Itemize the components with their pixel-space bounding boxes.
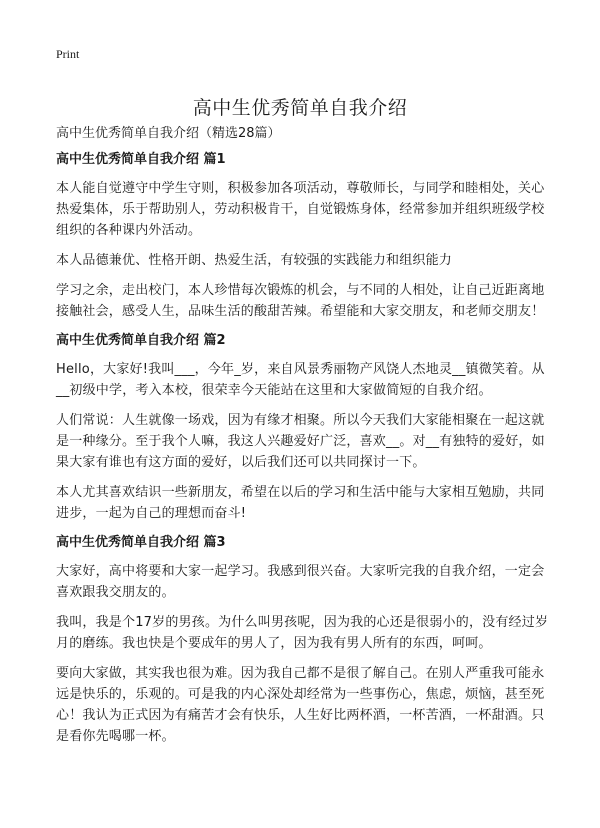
section-heading: 高中生优秀简单自我介绍 篇2 [56, 333, 226, 348]
paragraph: Hello，大家好!我叫___，今年_岁，来自风景秀丽物产风饶人杰地灵__镇微笑着。从__初级中学，考入本校，很荣幸今天能站在这里和大家做简短的自我介绍。 [56, 362, 545, 398]
paragraph: 大家好，高中将要和大家一起学习。我感到很兴奋。大家听完我的自我介绍，一定会喜欢跟我交朋友的。 [56, 564, 545, 600]
paragraph: 我叫，我是个17岁的男孩。为什么叫男孩呢，因为我的心还是很弱小的，没有经过岁月的磨练。我也快是个要成年的男人了，因为我有男人所有的东西，呵呵。 [56, 615, 549, 651]
paragraph: 人们常说：人生就像一场戏，因为有缘才相聚。所以今天我们大家能相聚在一起这就是一种缘分。至于我个人嘛，我这人兴趣爱好广泛，喜欢__。对__有独特的爱好，如果大家有谁也有这方面的爱好，以后我们还可以共同探讨一下。 [56, 413, 545, 470]
section-2 [56, 331, 556, 524]
document-body [56, 150, 556, 756]
paragraph: 要向大家做，其实我也很为难。因为我自己都不是很了解自己。在别人严重我可能永远是快乐的，乐观的。可是我的内心深处却经常为一些事伤心，焦虑，烦恼，甚至死心！我认为正式因为有痛苦才会有快乐，人生好比两杯酒，一杯苦酒，一杯甜酒。只是看你先喝哪一杯。 [56, 666, 545, 744]
paragraph: 学习之余，走出校门，本人珍惜每次锻炼的机会，与不同的人相处，让自己近距离地接触社会，感受人生，品味生活的酸甜苦辣。希望能和大家交朋友，和老师交朋友！ [56, 283, 545, 319]
paragraph: 本人尤其喜欢结识一些新朋友，希望在以后的学习和生活中能与大家相互勉励，共同进步，一起为自己的理想而奋斗! [56, 485, 545, 521]
page-title: 高中生优秀简单自我介绍 [192, 96, 408, 119]
paragraph: 本人品德兼优、性格开朗、热爱生活，有较强的实践能力和组织能力 [56, 253, 453, 268]
document-subtitle: 高中生优秀简单自我介绍（精选28篇） [56, 126, 281, 141]
paragraph: 本人能自觉遵守中学生守则，积极参加各项活动，尊敬师长，与同学和睦相处，关心热爱集体，乐于帮助别人，劳动积极肯干，自觉锻炼身体，经常参加并组织班级学校组织的各种课内外活动。 [56, 181, 545, 238]
section-heading: 高中生优秀简单自我介绍 篇3 [56, 535, 226, 550]
section-heading: 高中生优秀简单自我介绍 篇1 [56, 152, 226, 167]
section-3 [56, 533, 556, 747]
section-1 [56, 150, 556, 322]
print-link[interactable]: Print [56, 47, 80, 61]
